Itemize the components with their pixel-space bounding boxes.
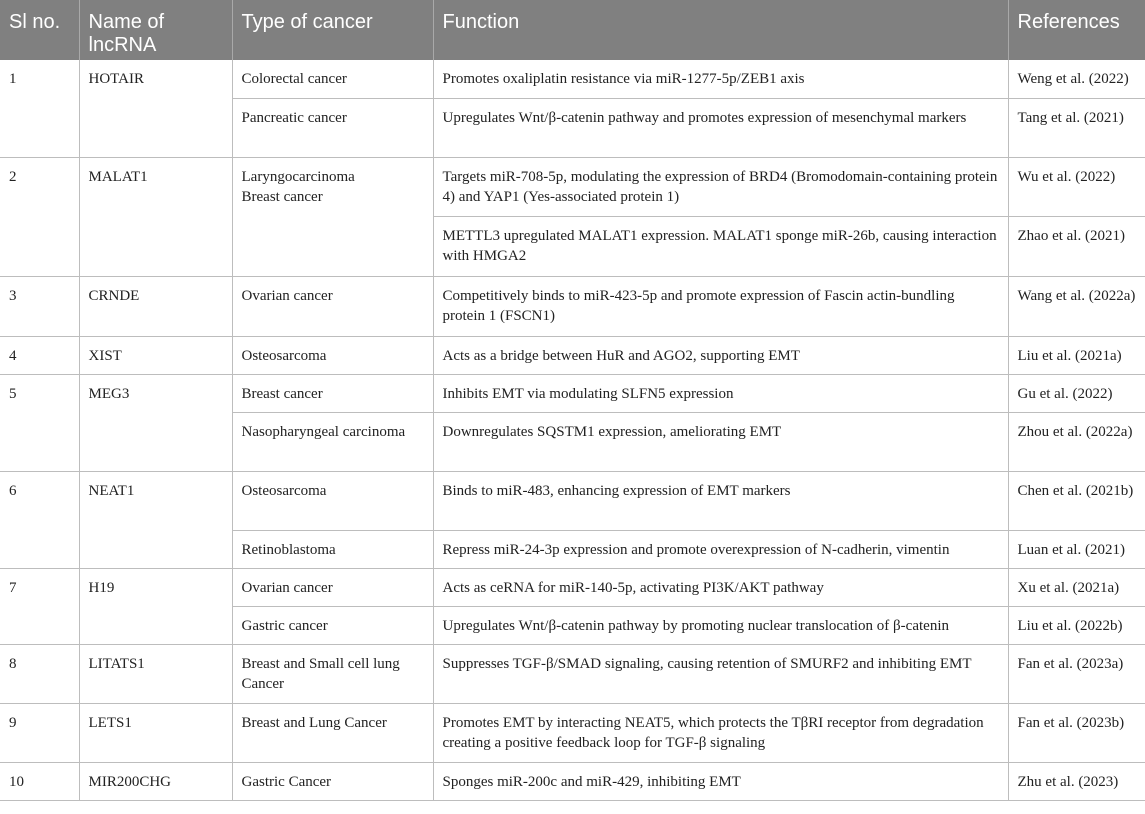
lncrna-cell: MALAT1 xyxy=(79,157,232,276)
reference-cell: Fan et al. (2023a) xyxy=(1008,644,1145,703)
reference-cell: Xu et al. (2021a) xyxy=(1008,568,1145,606)
reference-cell: Weng et al. (2022) xyxy=(1008,60,1145,98)
sl-cell: 1 xyxy=(0,60,79,157)
reference-cell: Zhu et al. (2023) xyxy=(1008,762,1145,800)
header-function: Function xyxy=(433,0,1008,60)
reference-cell: Liu et al. (2021a) xyxy=(1008,336,1145,374)
sl-cell: 9 xyxy=(0,703,79,762)
lncrna-cell: MIR200CHG xyxy=(79,762,232,800)
function-cell: Acts as a bridge between HuR and AGO2, supporting EMT xyxy=(433,336,1008,374)
lncrna-cell: LITATS1 xyxy=(79,644,232,703)
reference-cell: Gu et al. (2022) xyxy=(1008,374,1145,412)
sl-cell: 5 xyxy=(0,374,79,471)
cancer-cell: Retinoblastoma xyxy=(232,530,433,568)
sl-cell: 3 xyxy=(0,276,79,336)
function-cell: Promotes EMT by interacting NEAT5, which protects the TβRI receptor from degradation creating a positive feedback loop for TGF-β signaling xyxy=(433,703,1008,762)
table-row xyxy=(0,644,1145,703)
function-cell: Promotes oxaliplatin resistance via miR-1277-5p/ZEB1 axis xyxy=(433,60,1008,98)
function-cell: Suppresses TGF-β/SMAD signaling, causing retention of SMURF2 and inhibiting EMT xyxy=(433,644,1008,703)
function-cell: Competitively binds to miR-423-5p and promote expression of Fascin actin-bundling protein 1 (FSCN1) xyxy=(433,276,1008,336)
reference-cell: Wang et al. (2022a) xyxy=(1008,276,1145,336)
header-sl-no: Sl no. xyxy=(0,0,79,60)
cancer-cell: Gastric Cancer xyxy=(232,762,433,800)
reference-cell: Luan et al. (2021) xyxy=(1008,530,1145,568)
reference-cell: Wu et al. (2022) xyxy=(1008,157,1145,216)
function-cell: Acts as ceRNA for miR-140-5p, activating PI3K/AKT pathway xyxy=(433,568,1008,606)
function-cell: Upregulates Wnt/β-catenin pathway and promotes expression of mesenchymal markers xyxy=(433,98,1008,157)
function-cell: METTL3 upregulated MALAT1 expression. MALAT1 sponge miR-26b, causing interaction with HMGA2 xyxy=(433,216,1008,276)
table-row xyxy=(0,703,1145,762)
lncrna-cell: H19 xyxy=(79,568,232,644)
cancer-cell: Gastric cancer xyxy=(232,606,433,644)
cancer-cell: Breast and Lung Cancer xyxy=(232,703,433,762)
reference-cell: Tang et al. (2021) xyxy=(1008,98,1145,157)
sl-cell: 8 xyxy=(0,644,79,703)
cancer-cell: Ovarian cancer xyxy=(232,276,433,336)
table-body xyxy=(0,60,1145,800)
cancer-cell: Breast cancer xyxy=(232,374,433,412)
sl-cell: 6 xyxy=(0,471,79,568)
cancer-cell: Osteosarcoma xyxy=(232,471,433,530)
table-row xyxy=(0,471,1145,530)
table-row xyxy=(0,157,1145,216)
reference-cell: Chen et al. (2021b) xyxy=(1008,471,1145,530)
lncrna-cell: NEAT1 xyxy=(79,471,232,568)
table-header xyxy=(0,0,1145,60)
lncrna-cell: HOTAIR xyxy=(79,60,232,157)
lncrna-cell: MEG3 xyxy=(79,374,232,471)
cancer-cell: Nasopharyngeal carcinoma xyxy=(232,412,433,471)
sl-cell: 10 xyxy=(0,762,79,800)
lncrna-cell: XIST xyxy=(79,336,232,374)
cancer-cell: Laryngocarcinoma Breast cancer xyxy=(232,157,433,276)
cancer-cell: Osteosarcoma xyxy=(232,336,433,374)
function-cell: Sponges miR-200c and miR-429, inhibiting EMT xyxy=(433,762,1008,800)
reference-cell: Zhao et al. (2021) xyxy=(1008,216,1145,276)
lncrna-cell: CRNDE xyxy=(79,276,232,336)
reference-cell: Zhou et al. (2022a) xyxy=(1008,412,1145,471)
cancer-cell: Colorectal cancer xyxy=(232,60,433,98)
sl-cell: 7 xyxy=(0,568,79,644)
cancer-cell: Pancreatic cancer xyxy=(232,98,433,157)
table-row xyxy=(0,568,1145,606)
sl-cell: 2 xyxy=(0,157,79,276)
function-cell: Repress miR-24-3p expression and promote overexpression of N-cadherin, vimentin xyxy=(433,530,1008,568)
function-cell: Upregulates Wnt/β-catenin pathway by promoting nuclear translocation of β-catenin xyxy=(433,606,1008,644)
table-row xyxy=(0,336,1145,374)
function-cell: Targets miR-708-5p, modulating the expression of BRD4 (Bromodomain-containing protein 4) and YAP1 (Yes-associated protein 1) xyxy=(433,157,1008,216)
table-row xyxy=(0,60,1145,98)
lncrna-cell: LETS1 xyxy=(79,703,232,762)
table-row xyxy=(0,762,1145,800)
cancer-cell: Ovarian cancer xyxy=(232,568,433,606)
table-row xyxy=(0,374,1145,412)
function-cell: Downregulates SQSTM1 expression, ameliorating EMT xyxy=(433,412,1008,471)
header-references: References xyxy=(1008,0,1145,60)
sl-cell: 4 xyxy=(0,336,79,374)
function-cell: Binds to miR-483, enhancing expression of EMT markers xyxy=(433,471,1008,530)
reference-cell: Liu et al. (2022b) xyxy=(1008,606,1145,644)
header-cancer-type: Type of cancer xyxy=(232,0,433,60)
reference-cell: Fan et al. (2023b) xyxy=(1008,703,1145,762)
header-lncrna-name: Name of lncRNA xyxy=(79,0,232,60)
function-cell: Inhibits EMT via modulating SLFN5 expression xyxy=(433,374,1008,412)
table-row xyxy=(0,276,1145,336)
cancer-cell: Breast and Small cell lung Cancer xyxy=(232,644,433,703)
